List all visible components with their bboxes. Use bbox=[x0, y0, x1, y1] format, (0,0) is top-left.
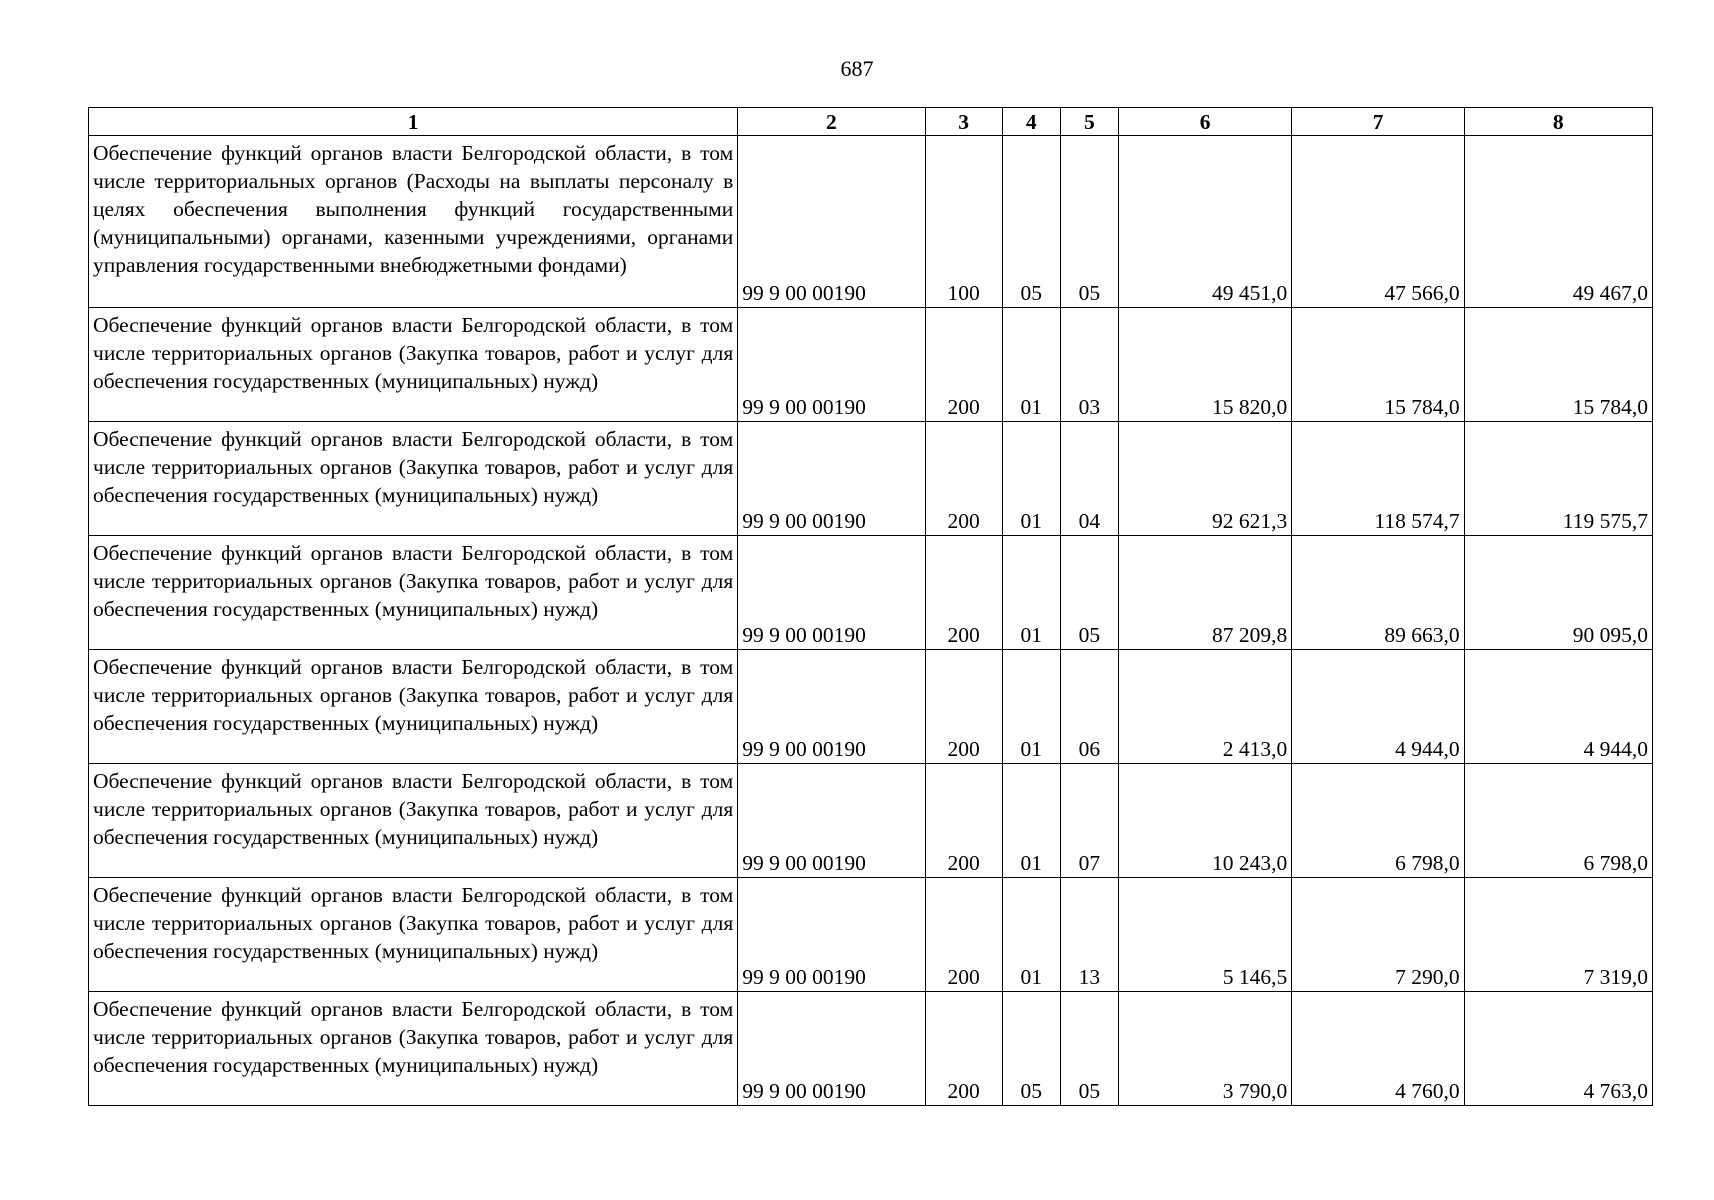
section-code: 05 bbox=[1002, 992, 1060, 1106]
column-header: 1 bbox=[89, 108, 738, 136]
subsection-code: 07 bbox=[1060, 764, 1118, 878]
expense-type: 200 bbox=[925, 992, 1002, 1106]
amount-col-7: 4 944,0 bbox=[1292, 650, 1464, 764]
amount-col-7: 15 784,0 bbox=[1292, 308, 1464, 422]
amount-col-8: 7 319,0 bbox=[1464, 878, 1652, 992]
target-code: 99 9 00 00190 bbox=[738, 136, 925, 308]
section-code: 01 bbox=[1002, 536, 1060, 650]
column-header: 8 bbox=[1464, 108, 1652, 136]
amount-col-8: 119 575,7 bbox=[1464, 422, 1652, 536]
row-description: Обеспечение функций органов власти Белгородской области, в том числе территориальных органов (Закупка товаров, работ и услуг для обеспечения государственных (муниципальных) нужд) bbox=[89, 878, 738, 992]
expense-type: 100 bbox=[925, 136, 1002, 308]
target-code: 99 9 00 00190 bbox=[738, 308, 925, 422]
amount-col-6: 3 790,0 bbox=[1118, 992, 1291, 1106]
expense-type: 200 bbox=[925, 422, 1002, 536]
column-header: 3 bbox=[925, 108, 1002, 136]
amount-col-7: 118 574,7 bbox=[1292, 422, 1464, 536]
row-description: Обеспечение функций органов власти Белгородской области, в том числе территориальных органов (Закупка товаров, работ и услуг для обеспечения государственных (муниципальных) нужд) bbox=[89, 992, 738, 1106]
target-code: 99 9 00 00190 bbox=[738, 992, 925, 1106]
target-code: 99 9 00 00190 bbox=[738, 878, 925, 992]
row-description: Обеспечение функций органов власти Белгородской области, в том числе территориальных органов (Закупка товаров, работ и услуг для обеспечения государственных (муниципальных) нужд) bbox=[89, 308, 738, 422]
subsection-code: 04 bbox=[1060, 422, 1118, 536]
amount-col-8: 6 798,0 bbox=[1464, 764, 1652, 878]
row-description: Обеспечение функций органов власти Белгородской области, в том числе территориальных органов (Закупка товаров, работ и услуг для обеспечения государственных (муниципальных) нужд) bbox=[89, 764, 738, 878]
row-description: Обеспечение функций органов власти Белгородской области, в том числе территориальных органов (Закупка товаров, работ и услуг для обеспечения государственных (муниципальных) нужд) bbox=[89, 650, 738, 764]
amount-col-6: 10 243,0 bbox=[1118, 764, 1291, 878]
section-code: 05 bbox=[1002, 136, 1060, 308]
amount-col-6: 49 451,0 bbox=[1118, 136, 1291, 308]
amount-col-8: 15 784,0 bbox=[1464, 308, 1652, 422]
amount-col-7: 6 798,0 bbox=[1292, 764, 1464, 878]
column-header: 2 bbox=[738, 108, 925, 136]
subsection-code: 03 bbox=[1060, 308, 1118, 422]
amount-col-8: 4 944,0 bbox=[1464, 650, 1652, 764]
amount-col-7: 7 290,0 bbox=[1292, 878, 1464, 992]
target-code: 99 9 00 00190 bbox=[738, 764, 925, 878]
row-description: Обеспечение функций органов власти Белгородской области, в том числе территориальных органов (Закупка товаров, работ и услуг для обеспечения государственных (муниципальных) нужд) bbox=[89, 422, 738, 536]
table-row bbox=[89, 878, 1653, 992]
amount-col-8: 49 467,0 bbox=[1464, 136, 1652, 308]
target-code: 99 9 00 00190 bbox=[738, 650, 925, 764]
table-row bbox=[89, 308, 1653, 422]
header-row bbox=[89, 108, 1653, 136]
table-row bbox=[89, 136, 1653, 308]
budget-table bbox=[88, 107, 1653, 1106]
amount-col-6: 92 621,3 bbox=[1118, 422, 1291, 536]
table-row bbox=[89, 422, 1653, 536]
table-row bbox=[89, 650, 1653, 764]
amount-col-8: 4 763,0 bbox=[1464, 992, 1652, 1106]
row-description: Обеспечение функций органов власти Белгородской области, в том числе территориальных органов (Закупка товаров, работ и услуг для обеспечения государственных (муниципальных) нужд) bbox=[89, 536, 738, 650]
amount-col-6: 2 413,0 bbox=[1118, 650, 1291, 764]
target-code: 99 9 00 00190 bbox=[738, 422, 925, 536]
expense-type: 200 bbox=[925, 764, 1002, 878]
amount-col-8: 90 095,0 bbox=[1464, 536, 1652, 650]
page-number: 687 bbox=[840, 56, 874, 81]
target-code: 99 9 00 00190 bbox=[738, 536, 925, 650]
section-code: 01 bbox=[1002, 764, 1060, 878]
subsection-code: 06 bbox=[1060, 650, 1118, 764]
expense-type: 200 bbox=[925, 878, 1002, 992]
amount-col-7: 89 663,0 bbox=[1292, 536, 1464, 650]
amount-col-6: 15 820,0 bbox=[1118, 308, 1291, 422]
table-row bbox=[89, 536, 1653, 650]
table-row bbox=[89, 992, 1653, 1106]
expense-type: 200 bbox=[925, 536, 1002, 650]
column-header: 6 bbox=[1118, 108, 1291, 136]
expense-type: 200 bbox=[925, 650, 1002, 764]
subsection-code: 05 bbox=[1060, 136, 1118, 308]
amount-col-7: 47 566,0 bbox=[1292, 136, 1464, 308]
column-header: 5 bbox=[1060, 108, 1118, 136]
subsection-code: 13 bbox=[1060, 878, 1118, 992]
column-header: 4 bbox=[1002, 108, 1060, 136]
amount-col-6: 5 146,5 bbox=[1118, 878, 1291, 992]
table-row bbox=[89, 764, 1653, 878]
column-header: 7 bbox=[1292, 108, 1464, 136]
subsection-code: 05 bbox=[1060, 536, 1118, 650]
row-description: Обеспечение функций органов власти Белгородской области, в том числе территориальных органов (Расходы на выплаты персоналу в целях обеспечения выполнения функций государственными (муниципальными) органами, казенными учреждениями, органами управления государственными внебюджетными фондами) bbox=[89, 136, 738, 308]
section-code: 01 bbox=[1002, 878, 1060, 992]
amount-col-7: 4 760,0 bbox=[1292, 992, 1464, 1106]
subsection-code: 05 bbox=[1060, 992, 1118, 1106]
expense-type: 200 bbox=[925, 308, 1002, 422]
amount-col-6: 87 209,8 bbox=[1118, 536, 1291, 650]
section-code: 01 bbox=[1002, 422, 1060, 536]
section-code: 01 bbox=[1002, 650, 1060, 764]
section-code: 01 bbox=[1002, 308, 1060, 422]
